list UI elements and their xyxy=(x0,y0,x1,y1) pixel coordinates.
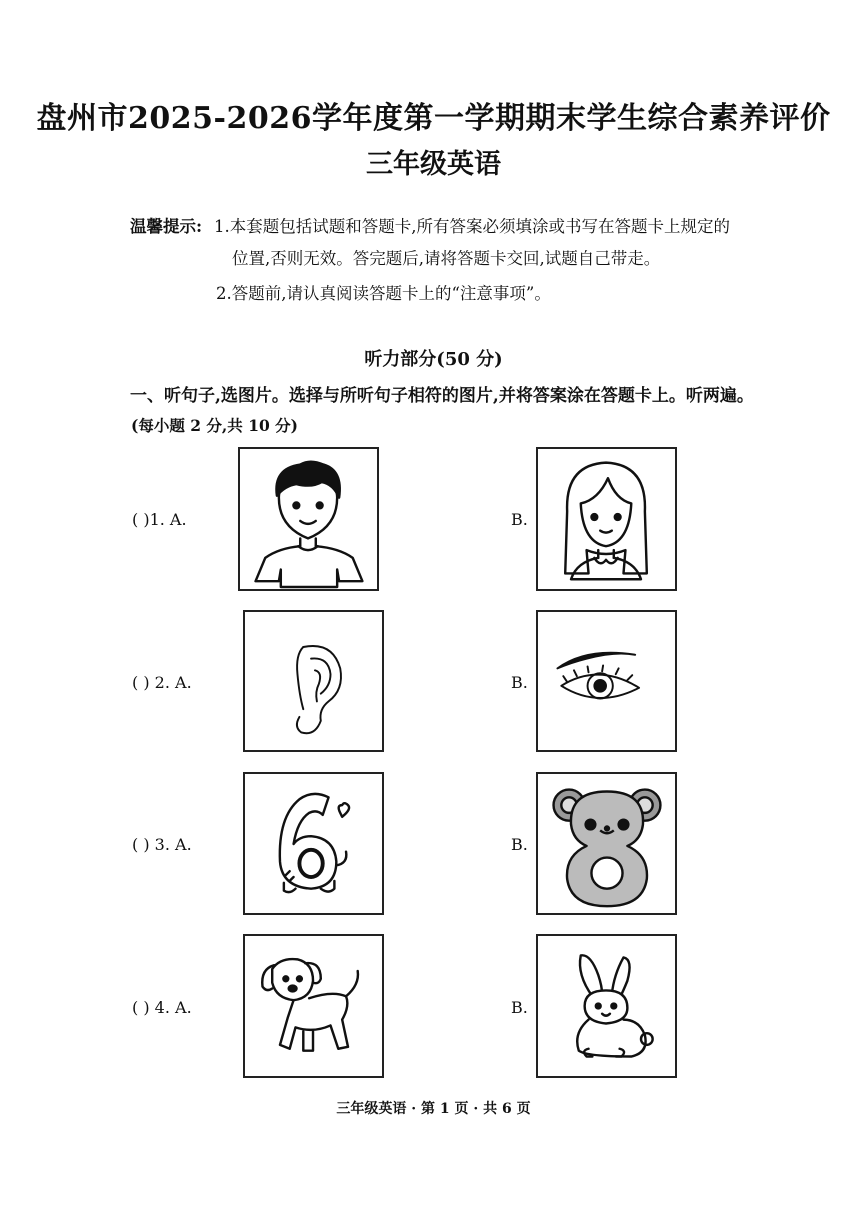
tips-line-1b: 位置,否则无效。答完题后,请将答题卡交回,试题自己带走。 xyxy=(232,249,661,268)
tips-label: 温馨提示: xyxy=(130,217,203,236)
section-title: 听力部分(50 分) xyxy=(364,349,503,370)
number-eight-bear-icon xyxy=(538,774,675,913)
question-3-option-b-image[interactable] xyxy=(536,772,677,915)
question-1-option-a-image[interactable] xyxy=(238,447,379,591)
exam-title: 盘州市2025-2026学年度第一学期期末学生综合素养评价 xyxy=(36,101,831,136)
section-scoring: (每小题 2 分,共 10 分) xyxy=(131,416,299,435)
ear-icon xyxy=(245,612,382,750)
rabbit-icon xyxy=(538,936,675,1076)
question-2-option-b-image[interactable] xyxy=(536,610,677,752)
page-footer: 三年级英语 · 第 1 页 · 共 6 页 xyxy=(336,1101,531,1117)
boy-icon xyxy=(240,449,377,589)
dog-icon xyxy=(245,936,382,1076)
question-2-option-a-image[interactable] xyxy=(243,610,384,752)
tips-line-2: 2.答题前,请认真阅读答题卡上的“注意事项”。 xyxy=(216,284,551,303)
girl-icon xyxy=(538,449,675,589)
eye-icon xyxy=(538,612,675,750)
question-4-option-a-image[interactable] xyxy=(243,934,384,1078)
question-1-label: ( )1. A. xyxy=(132,510,187,529)
question-4-option-b-label: B. xyxy=(511,998,528,1017)
tips-line-1a: 1.本套题包括试题和答题卡,所有答案必须填涂或书写在答题卡上规定的 xyxy=(214,217,730,236)
question-3-option-b-label: B. xyxy=(511,835,528,854)
question-1-option-b-image[interactable] xyxy=(536,447,677,591)
section-instruction: 一、听句子,选图片。选择与所听句子相符的图片,并将答案涂在答题卡上。听两遍。 xyxy=(130,386,754,406)
question-3-option-a-image[interactable] xyxy=(243,772,384,915)
question-1-option-b-label: B. xyxy=(511,510,528,529)
question-4-option-b-image[interactable] xyxy=(536,934,677,1078)
question-3-label: ( ) 3. A. xyxy=(132,835,192,854)
number-six-cat-icon xyxy=(245,774,382,913)
question-2-option-b-label: B. xyxy=(511,673,528,692)
exam-subtitle: 三年级英语 xyxy=(366,149,501,180)
question-4-label: ( ) 4. A. xyxy=(132,998,192,1017)
question-2-label: ( ) 2. A. xyxy=(132,673,192,692)
